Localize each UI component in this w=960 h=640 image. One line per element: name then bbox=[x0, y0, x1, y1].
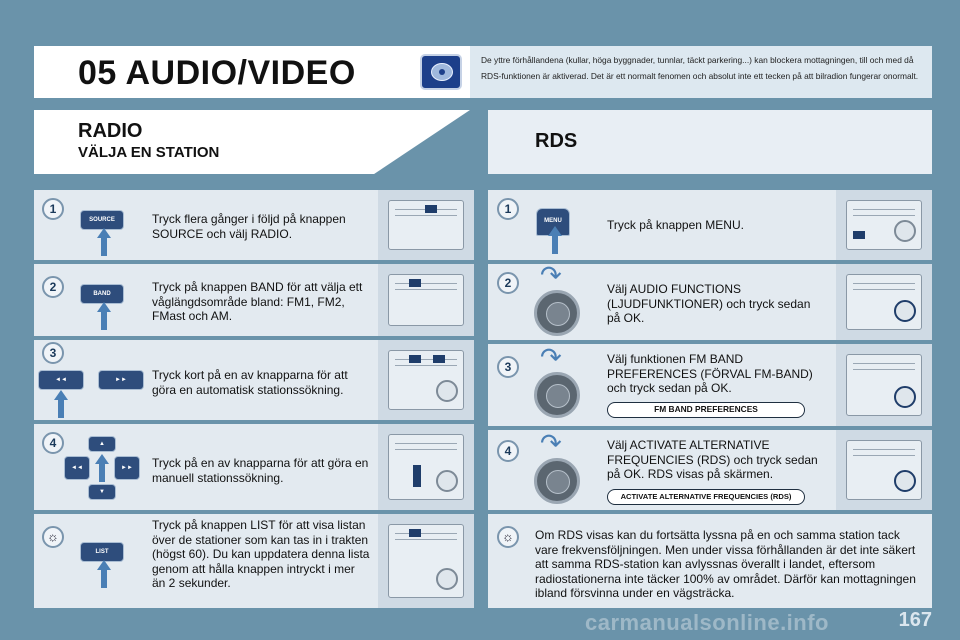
arrow-up-icon bbox=[548, 226, 562, 254]
step-number: 2 bbox=[497, 272, 519, 294]
radio-title: RADIO bbox=[78, 120, 143, 142]
arrow-up-icon bbox=[97, 560, 111, 588]
watermark: carmanualsonline.info bbox=[585, 610, 829, 635]
rds-title: RDS bbox=[535, 130, 578, 152]
radio-panel-image bbox=[378, 424, 474, 510]
band-button: BAND bbox=[80, 284, 124, 304]
arrow-up-icon bbox=[54, 390, 68, 418]
radio-panel-image bbox=[836, 430, 932, 510]
arrow-up-icon bbox=[97, 228, 111, 256]
up-button: ▲ bbox=[88, 436, 116, 452]
step-number: 1 bbox=[497, 198, 519, 220]
step-text: Tryck på knappen MENU. bbox=[607, 218, 744, 232]
radio-subtitle: VÄLJA EN STATION bbox=[78, 144, 220, 161]
radio-panel-image bbox=[378, 514, 474, 608]
arrow-up-icon bbox=[97, 302, 111, 330]
curved-arrow-icon: ↷ bbox=[540, 260, 562, 290]
step-text: Välj AUDIO FUNCTIONS (LJUDFUNKTIONER) och tryck sedan på OK. bbox=[607, 282, 811, 325]
ok-dial-icon bbox=[534, 458, 580, 504]
cd-icon bbox=[420, 54, 462, 90]
step-number: 4 bbox=[42, 432, 64, 454]
seek-back-button: ◄◄ bbox=[64, 456, 90, 480]
activate-alternative-frequencies-label: ACTIVATE ALTERNATIVE FREQUENCIES (RDS) bbox=[607, 489, 805, 505]
radio-panel-image bbox=[836, 264, 932, 340]
step-number: 3 bbox=[42, 342, 64, 364]
down-button: ▼ bbox=[88, 484, 116, 500]
radio-panel-image bbox=[836, 344, 932, 426]
step-text: Tryck kort på en av knapparna för att göra en automatisk stationssökning. bbox=[152, 368, 348, 397]
seek-forward-button: ►► bbox=[114, 456, 140, 480]
step-text: Tryck flera gånger i följd på knappen SOURCE och välj RADIO. bbox=[152, 212, 346, 241]
tip-text: Tryck på knappen LIST för att visa listan över de stationer som kan tas in i trakten (högst 60). Du kan uppdatera denna lista genom att hålla knappen intryckt i mer än 2 sekunder. bbox=[152, 518, 370, 590]
seek-forward-button: ►► bbox=[98, 370, 144, 390]
step-number: 3 bbox=[497, 356, 519, 378]
ok-dial-icon bbox=[534, 290, 580, 336]
tip-icon: ☼ bbox=[42, 526, 64, 548]
step-number: 4 bbox=[497, 440, 519, 462]
step-number: 1 bbox=[42, 198, 64, 220]
source-button: SOURCE bbox=[80, 210, 124, 230]
step-text: Välj ACTIVATE ALTERNATIVE FREQUENCIES (RDS) och tryck sedan på OK. RDS visas på skärmen. bbox=[607, 438, 818, 481]
step-text: Tryck på knappen BAND för att välja ett våglängdsområde bland: FM1, FM2, FMast och AM. bbox=[152, 280, 363, 323]
info-text: De yttre förhållandena (kullar, höga byggnader, tunnlar, täckt parkering...) kan blockera mottagningen, till och med då RDS-funktionen är aktiverad. Det är ett normalt fenomen och absolut inte ett tecken på att bilradion fungerar onormalt. bbox=[481, 55, 919, 81]
step-text: Tryck på en av knapparna för att göra en manuell stationssökning. bbox=[152, 456, 369, 485]
ok-dial-icon bbox=[534, 372, 580, 418]
list-button: LIST bbox=[80, 542, 124, 562]
arrow-up-icon bbox=[95, 454, 109, 482]
menu-button: MENU bbox=[536, 208, 570, 236]
radio-panel-image bbox=[378, 340, 474, 420]
seek-back-button: ◄◄ bbox=[38, 370, 84, 390]
tip-text: Om RDS visas kan du fortsätta lyssna på en och samma station tack vare frekvensföljningen. Men under vissa förhållanden är det inte säkert att samma RDS-station kan avlyssnas överallt i landet, eftersom radiostationerna inte täcker 100% av området. Därför kan mottagningen ibland försvinna under en vägsträcka. bbox=[535, 528, 916, 600]
chapter-title: 05 AUDIO/VIDEO bbox=[78, 54, 356, 92]
tip-icon: ☼ bbox=[497, 526, 519, 548]
page-number: 167 bbox=[898, 609, 932, 631]
radio-panel-image bbox=[378, 190, 474, 260]
curved-arrow-icon: ↷ bbox=[540, 428, 562, 458]
step-number: 2 bbox=[42, 276, 64, 298]
curved-arrow-icon: ↷ bbox=[540, 342, 562, 372]
radio-panel-image bbox=[836, 190, 932, 260]
step-text: Välj funktionen FM BAND PREFERENCES (FÖRVAL FM-BAND) och tryck sedan på OK. bbox=[607, 352, 813, 395]
radio-panel-image bbox=[378, 264, 474, 336]
fm-band-preferences-label: FM BAND PREFERENCES bbox=[607, 402, 805, 418]
